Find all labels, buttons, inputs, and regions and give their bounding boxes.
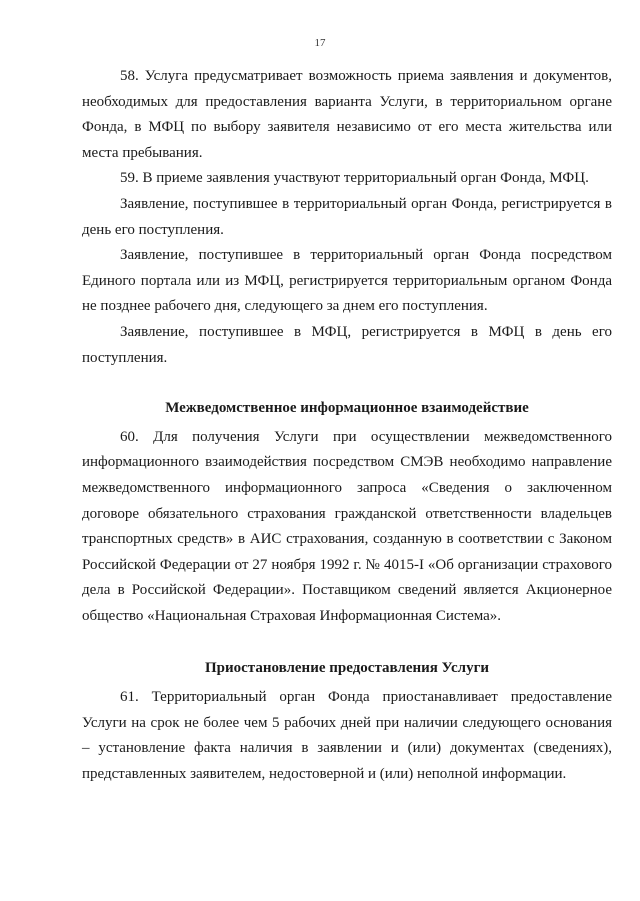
page-number: 17: [314, 37, 326, 49]
paragraph-60: 60. Для получения Услуги при осуществлении межведомственного информационного взаимодействия посредством СМЭВ необходимо направление межведомственного информационного запроса «Сведения о заключенном договоре обязательного страхования гражданской ответственности владельцев транспортных средств» в АИС страхования, созданную в соответствии с Законом Российской Федерации от 27 ноября 1992 г. № 4015-I «Об организации страхового дела в Российской Федерации». Поставщиком сведений является Акционерное общество «Национальная Страховая Информационная Система».: [82, 428, 612, 624]
paragraph-registration-fund: Заявление, поступившее в территориальный орган Фонда, регистрируется в день его поступления.: [82, 195, 612, 238]
section-heading-interagency: Межведомственное информационное взаимодействие: [165, 400, 529, 417]
document-body: [82, 64, 612, 787]
section-heading-suspension: Приостановление предоставления Услуги: [204, 660, 490, 677]
paragraph-registration-mfc: Заявление, поступившее в МФЦ, регистрируется в МФЦ в день его поступления.: [82, 323, 612, 366]
paragraph-59: 59. В приеме заявления участвуют территориальный орган Фонда, МФЦ.: [120, 170, 589, 187]
paragraph-58: 58. Услуга предусматривает возможность приема заявления и документов, необходимых для предоставления варианта Услуги, в территориальном органе Фонда, в МФЦ по выбору заявителя независимо от его места жительства или места пребывания.: [82, 68, 612, 161]
paragraph-61: 61. Территориальный орган Фонда приостанавливает предоставление Услуги на срок не более чем 5 рабочих дней при наличии следующего основания – установление факта наличия в заявлении и (или) документах (сведениях), представленных заявителем, недостоверной и (или) неполной информации.: [82, 689, 612, 782]
paragraph-registration-portal: Заявление, поступившее в территориальный орган Фонда посредством Единого портала или из МФЦ, регистрируется территориальным органом Фонда не позднее рабочего дня, следующего за днем его поступления.: [82, 247, 612, 315]
